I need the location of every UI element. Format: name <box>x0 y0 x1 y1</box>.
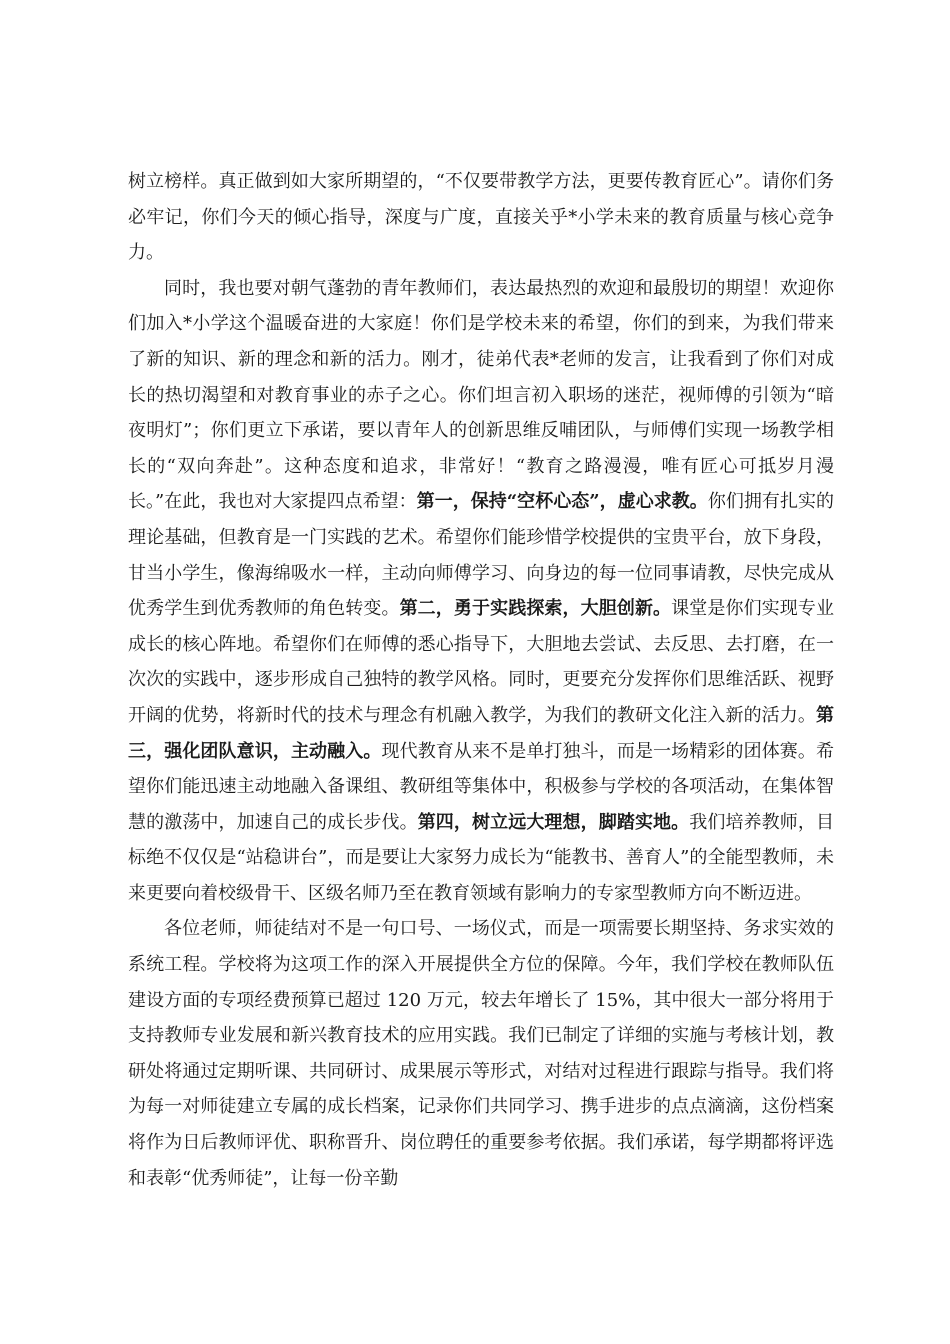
text-run: 你们拥有扎实的理论基础，但教育是一门实践的艺术。希望你们能珍惜学校提供的宝贵平台，放下身段，甘当小学生，像海绵吸水一样，主动向师傅学习、向身边的每一位同事请教，尽快完成从优秀学生到优秀教师的角色转变。 <box>128 491 835 620</box>
heading-hope-4: 第四，树立远大理想，脚踏实地。 <box>417 811 690 833</box>
text-run: 课堂是你们实现专业成长的核心阵地。希望你们在师傅的悉心指导下，大胆地去尝试、去反思、去打磨，在一次次的实践中，逐步形成自己独特的教学风格。同时，更要充分发挥你们思维活跃、视野开阔的优势，将新时代的技术与理念有机融入教学，为我们的教研文化注入新的活力。 <box>128 598 834 726</box>
paragraph-3 <box>128 911 834 1196</box>
text-run: 各位老师，师徒结对不是一句口号、一场仪式，而是一项需要长期坚持、务求实效的系统工程。学校将为这项工作的深入开展提供全方位的保障。今年，我们学校在教师队伍建设方面的专项经费预算已超过 120 万元，较去年增长了 15%，其中很大一部分将用于支持教师专业发展和新兴教育技术的应用实践。我们已制定了详细的实施与考核计划，教研处将通过定期听课、共同研讨、成果展示等形式，对结对过程进行跟踪与指导。我们将为每一对师徒建立专属的成长档案，记录你们共同学习、携手进步的点点滴滴，这份档案将作为日后教师评优、职称晋升、岗位聘任的重要参考依据。我们承诺，每学期都将评选和表彰“优秀师徒”，让每一份辛勤 <box>128 918 834 1189</box>
text-run: 现代教育从来不是单打独斗，而是一场精彩的团体赛。希望你们能迅速主动地融入备课组、教研组等集体中，积极参与学校的各项活动，在集体智慧的激荡中，加速自己的成长步伐。 <box>128 740 835 833</box>
heading-hope-3: 第三，强化团队意识，主动融入。 <box>128 704 834 762</box>
document-page <box>128 164 834 1196</box>
paragraph-2 <box>128 271 834 912</box>
text-run: 树立榜样。真正做到如大家所期望的，“不仅要带教学方法，更要传教育匠心”。请你们务必牢记，你们今天的倾心指导，深度与广度，直接关乎*小学未来的教育质量与核心竞争力。 <box>128 171 834 264</box>
text-run: 同时，我也要对朝气蓬勃的青年教师们，表达最热烈的欢迎和最殷切的期望！欢迎你们加入*小学这个温暖奋进的大家庭！你们是学校未来的希望，你们的到来，为我们带来了新的知识、新的理念和新的活力。刚才，徒弟代表*老师的发言，让我看到了你们对成长的热切渴望和对教育事业的赤子之心。你们坦言初入职场的迷茫，视师傅的引领为“暗夜明灯”；你们更立下承诺，要以青年人的创新思维反哺团队，与师傅们实现一场教学相长的“双向奔赴”。这种态度和追求，非常好！“教育之路漫漫，唯有匠心可抵岁月漫长。”在此，我也对大家提四点希望： <box>128 277 834 513</box>
text-run: 我们培养教师，目标绝不仅仅是“站稳讲台”，而是要让大家努力成长为“能教书、善育人”的全能型教师，未来更要向着校级骨干、区级名师乃至在教育领域有影响力的专家型教师方向不断迈进。 <box>128 811 835 904</box>
paragraph-1 <box>128 164 834 271</box>
heading-hope-1: 第一，保持“空杯心态”，虚心求教。 <box>416 491 708 513</box>
heading-hope-2: 第二，勇于实践探索，大胆创新。 <box>399 598 672 620</box>
